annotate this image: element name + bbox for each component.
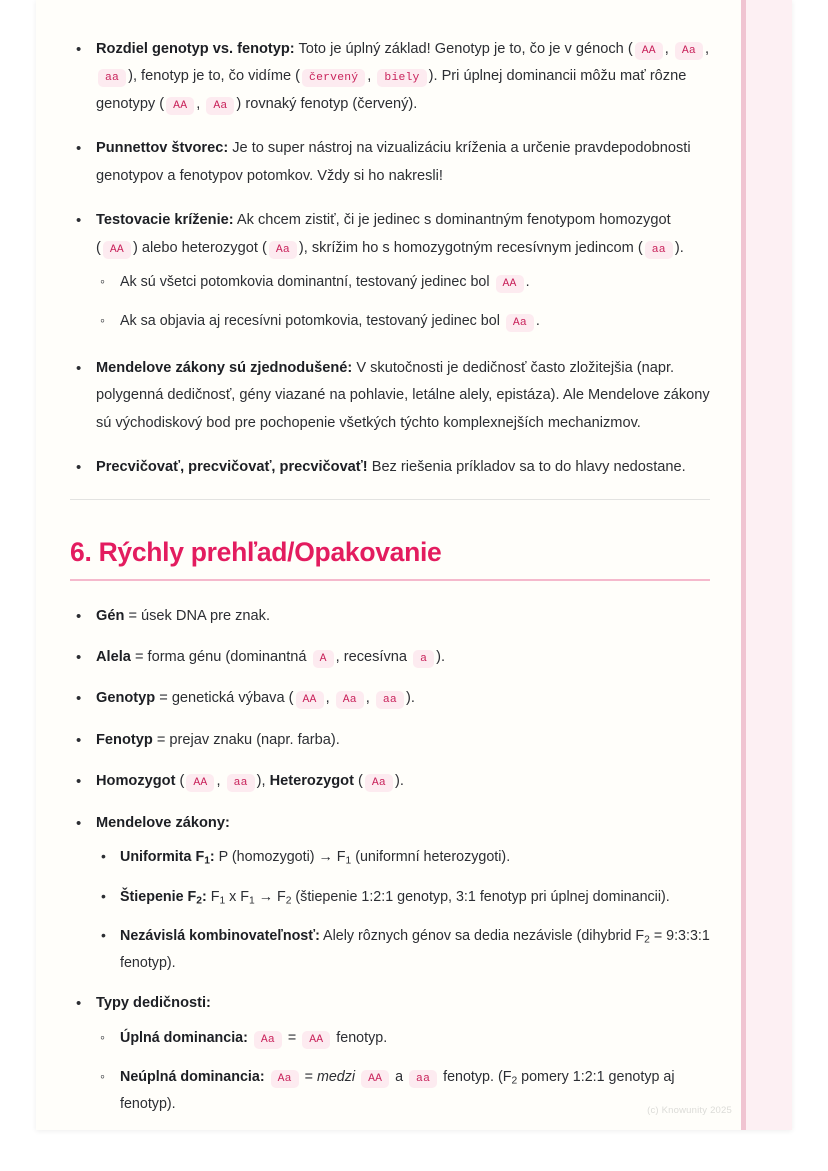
item-text: V skutočnosti je dedičnosť často zložitejšia (napr. polygenná dedičnosť, gény viazané na pohlavie, letálne alely, epistáza). Ale Mendelove zákony sú východiskový bod pre pochopenie všetkých týchto komplexnejších mechanizmov. <box>96 359 710 431</box>
code-chip-aa-dom: AA <box>186 774 214 792</box>
subscript-f1: 1 <box>204 855 210 867</box>
subscript-f2: 2 <box>285 895 292 907</box>
list-item-mendelove-zakony <box>70 810 710 977</box>
mendelove-zakony-sublist <box>96 844 710 976</box>
item-text: ), fenotyp je to, čo vidíme ( <box>128 68 301 85</box>
code-chip-aa-het: Aa <box>271 1070 299 1088</box>
sublist-item-stiepenie-f2 <box>96 884 710 911</box>
list-item-gen <box>70 603 710 630</box>
list-item-alela <box>70 644 710 671</box>
code-chip-aa-rec: aa <box>645 241 673 259</box>
subitem-lead-text: Uniformita F <box>120 849 205 866</box>
code-chip-aa-dom-2: AA <box>166 97 194 115</box>
item-text: ) alebo heterozygot ( <box>132 239 267 256</box>
code-chip-cerveny: červený <box>302 69 365 87</box>
item-lead: Typy dedičnosti: <box>96 995 211 1012</box>
subitem-lead <box>120 849 215 865</box>
code-chip-aa-dom: AA <box>635 42 663 60</box>
item-lead: Mendelove zákony: <box>96 814 230 831</box>
sublist-item-dominantni <box>96 269 710 295</box>
sublist-item-recesivni <box>96 308 710 334</box>
code-chip-aa-het: Aa <box>336 691 364 709</box>
code-chip-aa-het-2: Aa <box>206 97 234 115</box>
item-sep: , <box>367 68 376 85</box>
item-text: ). <box>394 773 404 790</box>
subitem-text: . <box>525 273 530 290</box>
sublist-item-neuplna-dominancia <box>96 1064 710 1117</box>
subitem-lead-colon: : <box>202 888 207 905</box>
testovacie-krizenie-sublist <box>96 269 710 335</box>
item-text: ). <box>405 690 415 707</box>
code-chip-aa-rec: aa <box>409 1070 437 1088</box>
item-text: ( <box>175 773 185 790</box>
item-text: = forma génu (dominantná <box>130 648 311 665</box>
list-item-mendelove-zakony-zjednodusene <box>70 355 710 437</box>
subitem-text: Ak sú všetci potomkovia dominantní, testovaný jedinec bol <box>120 273 494 290</box>
subitem-text: (uniformní heterozygoti). <box>351 849 511 866</box>
subitem-text: P (homozygoti) → F <box>214 849 346 866</box>
page-content <box>70 0 710 1130</box>
subitem-lead: Nezávislá kombinovateľnosť: <box>120 928 320 945</box>
code-chip-aa-rec: aa <box>98 69 126 87</box>
code-chip-aa-dom: AA <box>496 275 524 293</box>
code-chip-aa-het: Aa <box>675 42 703 60</box>
code-chip-aa-dom: AA <box>302 1031 330 1049</box>
subitem-lead <box>120 889 207 905</box>
code-chip-aa-dom: AA <box>296 691 324 709</box>
code-chip-aa-het: Aa <box>269 241 297 259</box>
subscript-f2: 2 <box>196 895 202 907</box>
subscript-f2: 2 <box>644 934 650 946</box>
list-item-typy-dedicnosti <box>70 990 710 1117</box>
subscript-f2: 2 <box>511 1075 518 1087</box>
item-lead: Genotyp <box>96 690 156 707</box>
page-binding-strip <box>746 0 792 1130</box>
item-text: ( <box>353 773 363 790</box>
subitem-text: Ak sa objavia aj recesívni potomkovia, testovaný jedinec bol <box>120 313 504 330</box>
item-lead: Gén <box>96 607 125 624</box>
item-text: ), skrížim ho s homozygotným recesívnym jedincom ( <box>298 239 643 256</box>
list-item-punnettov-stvorec <box>70 135 710 190</box>
item-lead: Alela <box>96 648 131 665</box>
subitem-text: Alely rôznych génov sa dedia nezávisle (dihybrid F <box>319 928 645 945</box>
item-text: Toto je úplný základ! Genotyp je to, čo je v génoch ( <box>294 41 633 57</box>
subitem-text: F <box>206 888 220 905</box>
watermark-text: (c) Knowunity 2025 <box>647 1105 732 1116</box>
code-chip-aa-het: Aa <box>254 1031 282 1049</box>
sublist-item-nezavisla-kombinovatelnost <box>96 923 710 976</box>
subitem-italic: medzi <box>316 1069 356 1086</box>
item-text: Je to super nástroj na vizualizáciu kríženia a určenie pravdepodobnosti genotypov a fenotypov potomkov. Vždy si ho nakresli! <box>96 140 691 184</box>
subitem-text: . <box>535 313 540 330</box>
item-text: ), <box>256 773 270 790</box>
code-chip-aa-het: Aa <box>365 774 393 792</box>
item-lead: Testovacie kríženie: <box>96 212 234 229</box>
item-sep: , <box>216 773 225 790</box>
item-sep: , <box>196 95 205 112</box>
subitem-text: pomery 1:2:1 genotyp aj fenotyp). <box>120 1069 675 1112</box>
list-item-fenotyp <box>70 727 710 754</box>
subitem-text <box>265 1069 269 1085</box>
code-chip-aa-rec: aa <box>376 691 404 709</box>
subitem-text: = 9:3:3:1 fenotyp). <box>120 928 710 971</box>
subitem-text: (štiepenie 1:2:1 genotyp, 3:1 fenotyp pri úplnej dominancii). <box>291 888 670 905</box>
item-lead-secondary: Heterozygot <box>269 773 354 790</box>
item-text: = úsek DNA pre znak. <box>124 607 270 624</box>
item-sep: , <box>704 41 710 57</box>
list-item-rozdiel-genotyp-fenotyp <box>70 36 710 118</box>
item-lead: Punnettov štvorec: <box>96 140 229 157</box>
subitem-text <box>248 1030 252 1046</box>
item-text: ). <box>674 239 684 256</box>
subitem-lead-text: Štiepenie F <box>120 888 197 905</box>
item-lead: Precvičovať, precvičovať, precvičovať! <box>96 459 368 476</box>
subitem-lead: Neúplná dominancia: <box>120 1069 265 1086</box>
item-text: = genetická výbava ( <box>155 690 294 707</box>
list-item-testovacie-krizenie <box>70 207 710 335</box>
note-page-card <box>36 0 792 1130</box>
list-item-homozygot-heterozygot <box>70 768 710 795</box>
item-lead: Homozygot <box>96 773 176 790</box>
typy-dedicnosti-sublist <box>96 1025 710 1117</box>
item-lead: Fenotyp <box>96 731 153 748</box>
code-chip-aa-dom: AA <box>103 241 131 259</box>
review-list <box>70 603 710 1118</box>
subitem-lead-colon: : <box>209 849 215 866</box>
subitem-text: a <box>391 1069 408 1086</box>
notes-list <box>70 36 710 482</box>
item-text: ) rovnaký fenotyp (červený). <box>236 95 418 112</box>
subitem-text: fenotyp. <box>332 1029 388 1046</box>
list-item-precvicovat <box>70 454 710 481</box>
item-text: ). <box>436 648 446 665</box>
item-text: ). Pri úplnej dominancii môžu mať rôzne genotypy ( <box>96 68 687 112</box>
item-sep: , <box>664 41 673 57</box>
item-text: = prejav znaku (napr. farba). <box>152 731 340 748</box>
item-text: Ak chcem zistiť, či je jedinec s dominantným fenotypom homozygot ( <box>96 212 671 256</box>
subscript-f1: 1 <box>219 895 226 907</box>
list-item-genotyp <box>70 685 710 712</box>
subitem-text <box>355 1069 359 1085</box>
subscript-f1: 1 <box>249 895 255 907</box>
subitem-text: x F <box>225 888 250 905</box>
subitem-text: = <box>300 1069 317 1086</box>
item-sep: , <box>365 690 374 707</box>
page-title: 6. Rýchly prehľad/Opakovanie <box>70 536 442 567</box>
subscript-f1: 1 <box>345 855 352 867</box>
code-chip-biely: biely <box>377 69 426 87</box>
item-lead: Rozdiel genotyp vs. fenotyp: <box>96 41 295 57</box>
code-chip-a-dom: A <box>313 650 334 668</box>
subitem-text: = <box>283 1029 301 1046</box>
item-text: Bez riešenia príkladov sa to do hlavy nedostane. <box>367 459 686 476</box>
code-chip-aa-dom: AA <box>361 1070 389 1088</box>
code-chip-aa-rec: aa <box>227 774 255 792</box>
code-chip-aa-het: Aa <box>506 314 534 332</box>
subitem-text: fenotyp. (F <box>439 1069 512 1086</box>
sublist-item-uplna-dominancia <box>96 1025 710 1051</box>
code-chip-a-rec: a <box>413 650 434 668</box>
subitem-text: → F <box>254 888 286 905</box>
sublist-item-uniformita-f1 <box>96 844 710 871</box>
item-text: , recesívna <box>335 648 412 665</box>
page-binding-line <box>741 0 746 1130</box>
item-sep: , <box>325 690 334 707</box>
item-lead: Mendelove zákony sú zjednodušené: <box>96 359 353 376</box>
subitem-lead: Úplná dominancia: <box>120 1029 248 1046</box>
